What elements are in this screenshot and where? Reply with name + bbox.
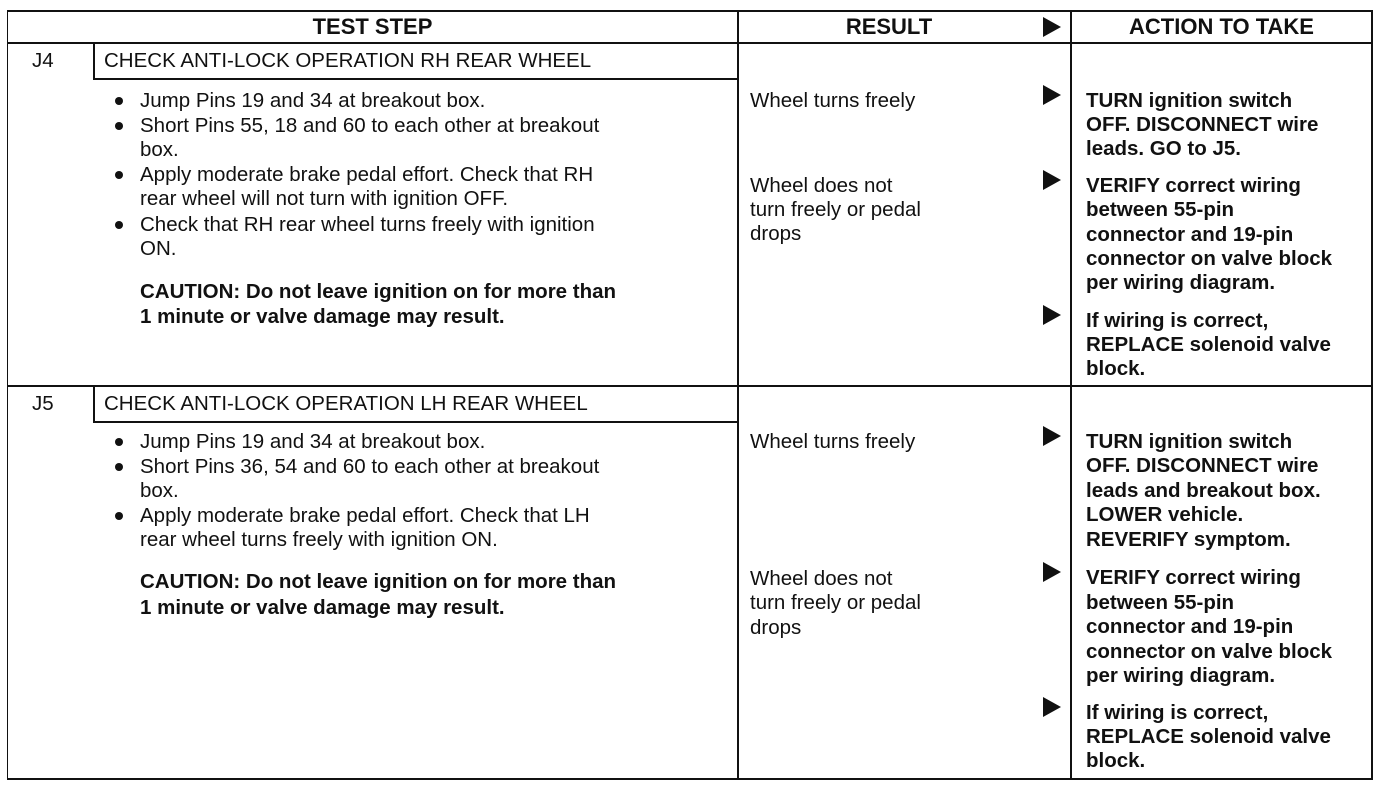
result-column-divider <box>737 10 739 780</box>
arrow-icon <box>1043 305 1061 325</box>
step-separator <box>7 385 1373 387</box>
j4-caution: CAUTION: Do not leave ignition on for more than <box>140 280 617 303</box>
j4-result-2-cont1: turn freely or pedal <box>750 198 921 221</box>
j4-action-3: If wiring is correct, <box>1086 309 1269 332</box>
j5-caution: CAUTION: Do not leave ignition on for more than <box>140 570 617 593</box>
arrow-icon <box>1043 170 1061 190</box>
j4-action-3-cont1: REPLACE solenoid valve <box>1086 333 1331 356</box>
j4-step-title: CHECK ANTI-LOCK OPERATION RH REAR WHEEL <box>104 49 592 72</box>
j4-caution-cont: 1 minute or valve damage may result. <box>140 305 505 328</box>
j4-result-1: Wheel turns freely <box>750 89 916 112</box>
bullet-icon <box>115 97 123 105</box>
j4-action-2-cont4: per wiring diagram. <box>1086 271 1276 294</box>
j5-action-2-cont4: per wiring diagram. <box>1086 664 1276 687</box>
j5-action-1-cont3: LOWER vehicle. <box>1086 503 1244 526</box>
j4-action-3-cont2: block. <box>1086 357 1146 380</box>
bullet-icon <box>115 438 123 446</box>
j4-action-2-cont1: between 55-pin <box>1086 198 1235 221</box>
j5-instruction-2: Short Pins 36, 54 and 60 to each other at breakout <box>140 455 600 478</box>
j5-action-2-cont1: between 55-pin <box>1086 591 1235 614</box>
j4-action-1-cont2: leads. GO to J5. <box>1086 137 1241 160</box>
j5-action-3: If wiring is correct, <box>1086 701 1269 724</box>
j4-id-divider <box>93 44 95 78</box>
action-column-divider <box>1070 10 1072 780</box>
arrow-icon <box>1043 562 1061 582</box>
j5-instruction-1: Jump Pins 19 and 34 at breakout box. <box>140 430 486 453</box>
j4-result-2-cont2: drops <box>750 222 802 245</box>
j4-instruction-1: Jump Pins 19 and 34 at breakout box. <box>140 89 486 112</box>
j5-action-1: TURN ignition switch <box>1086 430 1293 453</box>
j5-result-2-cont2: drops <box>750 616 802 639</box>
table-top-border <box>7 10 1373 12</box>
j5-result-1: Wheel turns freely <box>750 430 916 453</box>
j4-action-1: TURN ignition switch <box>1086 89 1293 112</box>
j5-action-1-cont1: OFF. DISCONNECT wire <box>1086 454 1319 477</box>
j5-action-3-cont2: block. <box>1086 749 1146 772</box>
j4-instruction-2-cont: box. <box>140 138 179 161</box>
j5-action-1-cont2: leads and breakout box. <box>1086 479 1321 502</box>
arrow-icon <box>1043 697 1061 717</box>
j5-action-3-cont1: REPLACE solenoid valve <box>1086 725 1331 748</box>
header-arrow-icon <box>1043 17 1061 37</box>
j5-action-1-cont4: REVERIFY symptom. <box>1086 528 1291 551</box>
test-step-header: TEST STEP <box>312 14 433 39</box>
j4-action-2: VERIFY correct wiring <box>1086 174 1301 197</box>
bullet-icon <box>115 122 123 130</box>
j5-action-2-cont2: connector and 19-pin <box>1086 615 1294 638</box>
j4-action-2-cont2: connector and 19-pin <box>1086 223 1294 246</box>
j5-result-2-cont1: turn freely or pedal <box>750 591 921 614</box>
j5-caution-cont: 1 minute or valve damage may result. <box>140 596 505 619</box>
result-header: RESULT <box>845 14 933 39</box>
j4-title-underline <box>93 78 737 80</box>
j5-action-2-cont3: connector on valve block <box>1086 640 1333 663</box>
bullet-icon <box>115 512 123 520</box>
j4-instruction-4: Check that RH rear wheel turns freely with ignition <box>140 213 595 236</box>
arrow-icon <box>1043 426 1061 446</box>
j5-title-underline <box>93 421 737 423</box>
j5-step-id: J5 <box>32 392 54 415</box>
j5-instruction-2-cont: box. <box>140 479 179 502</box>
j5-result-2: Wheel does not <box>750 567 893 590</box>
bullet-icon <box>115 171 123 179</box>
j4-action-2-cont3: connector on valve block <box>1086 247 1333 270</box>
bullet-icon <box>115 463 123 471</box>
j4-instruction-2: Short Pins 55, 18 and 60 to each other at breakout <box>140 114 600 137</box>
j5-id-divider <box>93 387 95 421</box>
j4-instruction-3: Apply moderate brake pedal effort. Check that RH <box>140 163 594 186</box>
table-bottom-border <box>7 778 1373 780</box>
j5-step-title: CHECK ANTI-LOCK OPERATION LH REAR WHEEL <box>104 392 588 415</box>
header-bottom-border <box>7 42 1373 44</box>
j4-instruction-4-cont: ON. <box>140 237 177 260</box>
j5-instruction-3-cont: rear wheel turns freely with ignition ON. <box>140 528 498 551</box>
action-header: ACTION TO TAKE <box>1129 14 1314 39</box>
j5-instruction-3: Apply moderate brake pedal effort. Check that LH <box>140 504 590 527</box>
bullet-icon <box>115 221 123 229</box>
table-right-border <box>1371 10 1373 780</box>
j4-action-1-cont1: OFF. DISCONNECT wire <box>1086 113 1319 136</box>
j4-result-2: Wheel does not <box>750 174 893 197</box>
table-left-border <box>7 10 8 780</box>
j4-step-id: J4 <box>32 49 54 72</box>
arrow-icon <box>1043 85 1061 105</box>
j4-instruction-3-cont: rear wheel will not turn with ignition OFF. <box>140 187 509 210</box>
j5-action-2: VERIFY correct wiring <box>1086 566 1301 589</box>
